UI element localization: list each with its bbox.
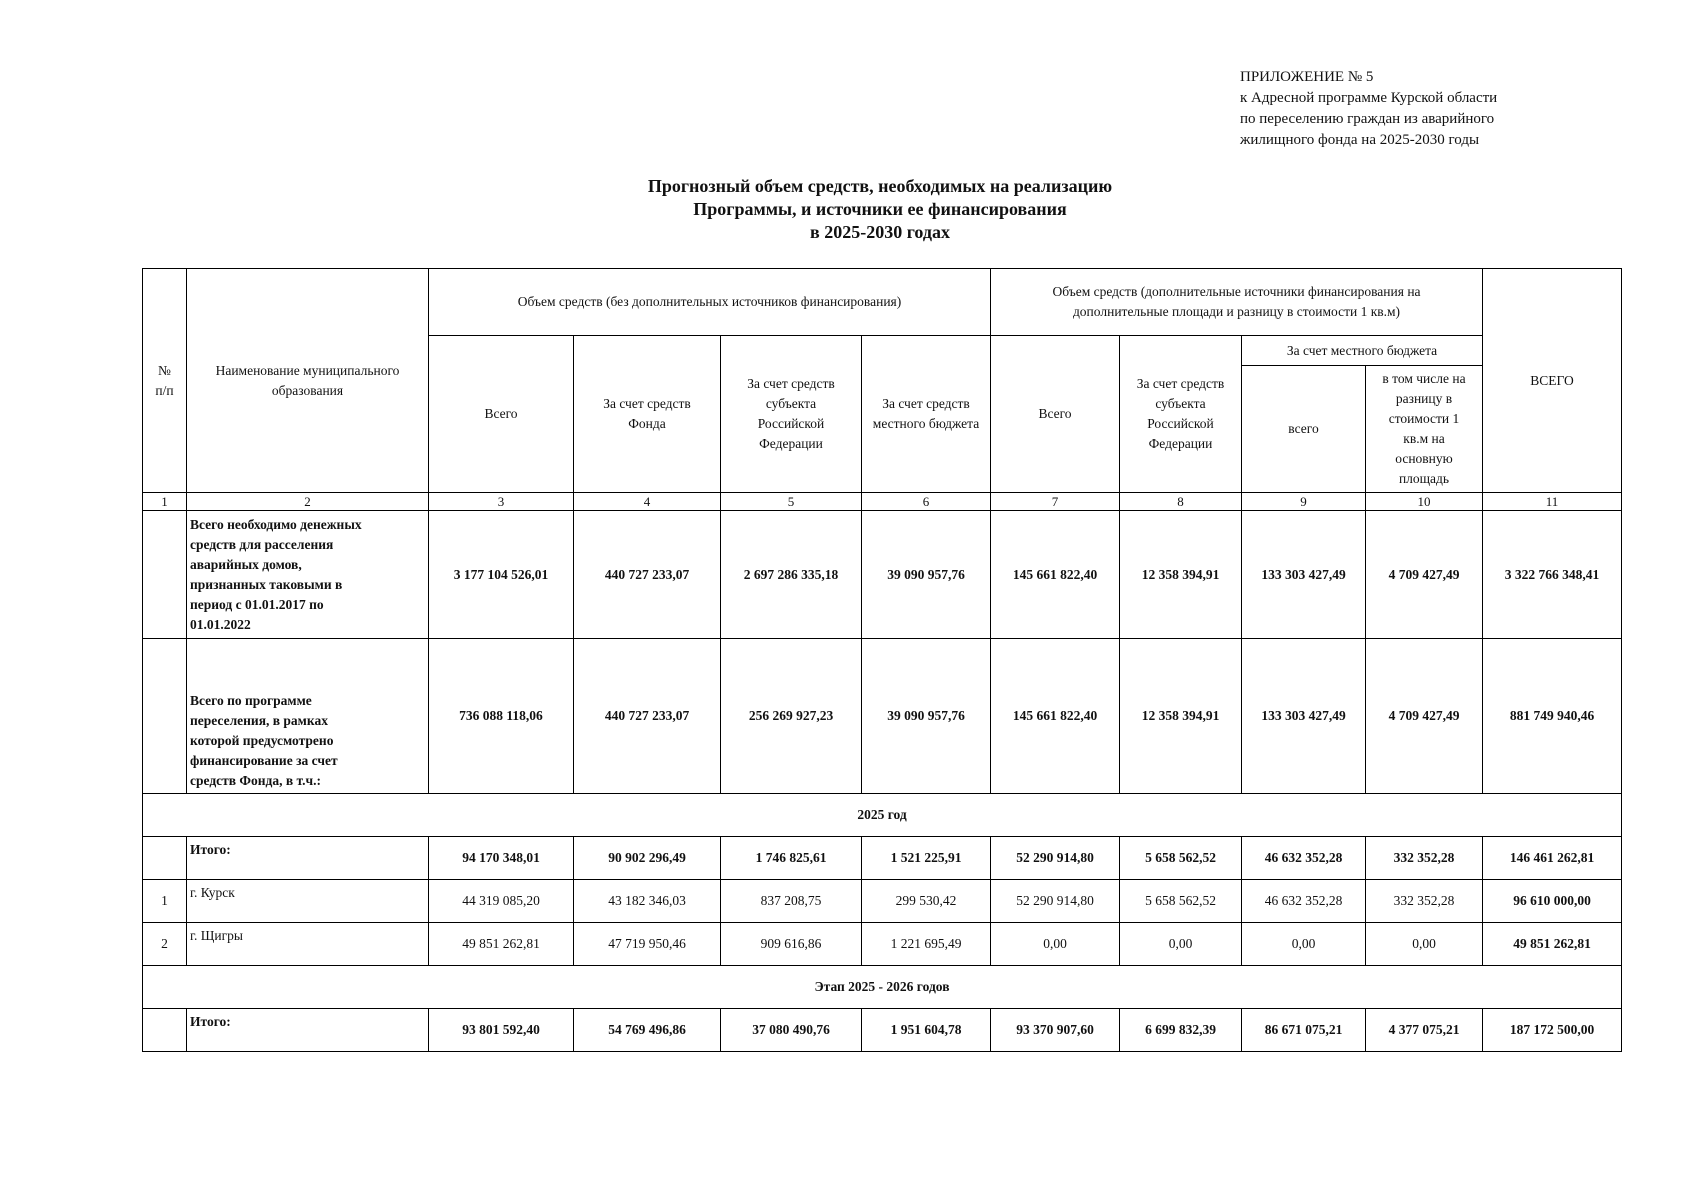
section-header-2025 xyxy=(143,794,1622,837)
cell-value: 4 709 427,49 xyxy=(1366,511,1483,639)
cell-value: 86 671 075,21 xyxy=(1242,1009,1366,1052)
cell-value: 440 727 233,07 xyxy=(574,511,721,639)
column-number: 8 xyxy=(1120,493,1242,511)
header-col-10: в том числе на разницу в стоимости 1 кв.м на основную площадь xyxy=(1366,366,1483,493)
cell-value: 93 370 907,60 xyxy=(991,1009,1120,1052)
cell-value: 1 221 695,49 xyxy=(862,923,991,966)
cell-value: 49 851 262,81 xyxy=(429,923,574,966)
cell-value: 146 461 262,81 xyxy=(1483,837,1622,880)
cell-value: 39 090 957,76 xyxy=(862,511,991,639)
table-row xyxy=(143,1009,1622,1052)
header-col-6: За счет средств местного бюджета xyxy=(862,336,991,493)
annex-line-2: к Адресной программе Курской области xyxy=(1240,90,1498,106)
annex-header xyxy=(1240,67,1497,151)
header-col-3: Всего xyxy=(429,336,574,493)
cell-value: 44 319 085,20 xyxy=(429,880,574,923)
cell-value: 332 352,28 xyxy=(1366,837,1483,880)
cell-value: 94 170 348,01 xyxy=(429,837,574,880)
cell-value: 54 769 496,86 xyxy=(574,1009,721,1052)
cell-value: 1 951 604,78 xyxy=(862,1009,991,1052)
cell-value: 52 290 914,80 xyxy=(991,880,1120,923)
cell-value: 6 699 832,39 xyxy=(1120,1009,1242,1052)
table-row xyxy=(143,837,1622,880)
row-num xyxy=(143,1009,187,1052)
row-name: г. Курск xyxy=(187,880,429,923)
column-number: 11 xyxy=(1483,493,1622,511)
cell-value: 909 616,86 xyxy=(721,923,862,966)
cell-value: 0,00 xyxy=(1242,923,1366,966)
cell-value: 3 322 766 348,41 xyxy=(1483,511,1622,639)
column-number: 5 xyxy=(721,493,862,511)
title-line-2: Программы, и источники ее финансирования xyxy=(693,199,1067,219)
cell-value: 12 358 394,91 xyxy=(1120,511,1242,639)
cell-value: 133 303 427,49 xyxy=(1242,639,1366,794)
column-number: 4 xyxy=(574,493,721,511)
annex-line-1: ПРИЛОЖЕНИЕ № 5 xyxy=(1240,69,1374,85)
annex-line-3: по переселению граждан из аварийного xyxy=(1240,111,1495,127)
document-title xyxy=(0,175,1704,244)
cell-value: 4 709 427,49 xyxy=(1366,639,1483,794)
cell-value: 37 080 490,76 xyxy=(721,1009,862,1052)
cell-value: 256 269 927,23 xyxy=(721,639,862,794)
cell-value: 1 521 225,91 xyxy=(862,837,991,880)
row-name: Итого: xyxy=(187,1009,429,1052)
section-header-2025-2026 xyxy=(143,966,1622,1009)
column-number: 7 xyxy=(991,493,1120,511)
cell-value: 837 208,75 xyxy=(721,880,862,923)
cell-value: 332 352,28 xyxy=(1366,880,1483,923)
cell-value: 133 303 427,49 xyxy=(1242,511,1366,639)
header-num: № п/п xyxy=(143,269,187,493)
cell-value: 49 851 262,81 xyxy=(1483,923,1622,966)
cell-value: 0,00 xyxy=(1120,923,1242,966)
cell-value: 93 801 592,40 xyxy=(429,1009,574,1052)
header-col-4: За счет средств Фонда xyxy=(574,336,721,493)
column-number: 9 xyxy=(1242,493,1366,511)
header-group-additional-funding: Объем средств (дополнительные источники финансирования на дополнительные площади и разницу в стоимости 1 кв.м) xyxy=(991,269,1483,336)
cell-value: 47 719 950,46 xyxy=(574,923,721,966)
cell-value: 5 658 562,52 xyxy=(1120,880,1242,923)
cell-value: 145 661 822,40 xyxy=(991,511,1120,639)
row-num xyxy=(143,639,187,794)
column-number: 6 xyxy=(862,493,991,511)
cell-value: 299 530,42 xyxy=(862,880,991,923)
row-num xyxy=(143,837,187,880)
cell-value: 46 632 352,28 xyxy=(1242,837,1366,880)
table-row xyxy=(143,880,1622,923)
column-number: 2 xyxy=(187,493,429,511)
cell-value: 12 358 394,91 xyxy=(1120,639,1242,794)
column-number: 1 xyxy=(143,493,187,511)
cell-value: 4 377 075,21 xyxy=(1366,1009,1483,1052)
row-num: 2 xyxy=(143,923,187,966)
annex-line-4: жилищного фонда на 2025-2030 годы xyxy=(1240,132,1480,148)
funding-table xyxy=(142,268,1622,1052)
cell-value: 3 177 104 526,01 xyxy=(429,511,574,639)
cell-value: 145 661 822,40 xyxy=(991,639,1120,794)
cell-value: 46 632 352,28 xyxy=(1242,880,1366,923)
table-row-total-needed xyxy=(143,511,1622,639)
title-line-1: Прогнозный объем средств, необходимых на реализацию xyxy=(647,176,1113,196)
table-row xyxy=(143,923,1622,966)
header-col-8: За счет средств субъекта Российской Федерации xyxy=(1120,336,1242,493)
cell-value: 90 902 296,49 xyxy=(574,837,721,880)
row-name: Всего по программе переселения, в рамках которой предусмотрено финансирование за счет средств Фонда, в т.ч.: xyxy=(187,639,429,794)
header-local-budget: За счет местного бюджета xyxy=(1242,336,1483,366)
cell-value: 0,00 xyxy=(1366,923,1483,966)
header-col-9: всего xyxy=(1242,366,1366,493)
column-number: 3 xyxy=(429,493,574,511)
cell-value: 5 658 562,52 xyxy=(1120,837,1242,880)
cell-value: 52 290 914,80 xyxy=(991,837,1120,880)
cell-value: 39 090 957,76 xyxy=(862,639,991,794)
cell-value: 96 610 000,00 xyxy=(1483,880,1622,923)
header-group-base-funding: Объем средств (без дополнительных источников финансирования) xyxy=(429,269,991,336)
row-name: Всего необходимо денежных средств для расселения аварийных домов, признанных таковыми в период с 01.01.2017 по 01.01.2022 xyxy=(187,511,429,639)
header-name: Наименование муниципального образования xyxy=(187,269,429,493)
cell-value: 440 727 233,07 xyxy=(574,639,721,794)
cell-value: 43 182 346,03 xyxy=(574,880,721,923)
cell-value: 1 746 825,61 xyxy=(721,837,862,880)
row-num: 1 xyxy=(143,880,187,923)
cell-value: 2 697 286 335,18 xyxy=(721,511,862,639)
header-total-all: ВСЕГО xyxy=(1483,269,1622,493)
cell-value: 0,00 xyxy=(991,923,1120,966)
header-col-5: За счет средств субъекта Российской Федерации xyxy=(721,336,862,493)
column-number: 10 xyxy=(1366,493,1483,511)
title-line-3: в 2025-2030 годах xyxy=(809,222,951,242)
table-row-program-total xyxy=(143,639,1622,794)
cell-value: 881 749 940,46 xyxy=(1483,639,1622,794)
row-name: г. Щигры xyxy=(187,923,429,966)
section-label: 2025 год xyxy=(143,794,1622,837)
cell-value: 187 172 500,00 xyxy=(1483,1009,1622,1052)
row-name: Итого: xyxy=(187,837,429,880)
column-number-row xyxy=(143,493,1622,511)
cell-value: 736 088 118,06 xyxy=(429,639,574,794)
section-label: Этап 2025 - 2026 годов xyxy=(143,966,1622,1009)
row-num xyxy=(143,511,187,639)
header-col-7: Всего xyxy=(991,336,1120,493)
